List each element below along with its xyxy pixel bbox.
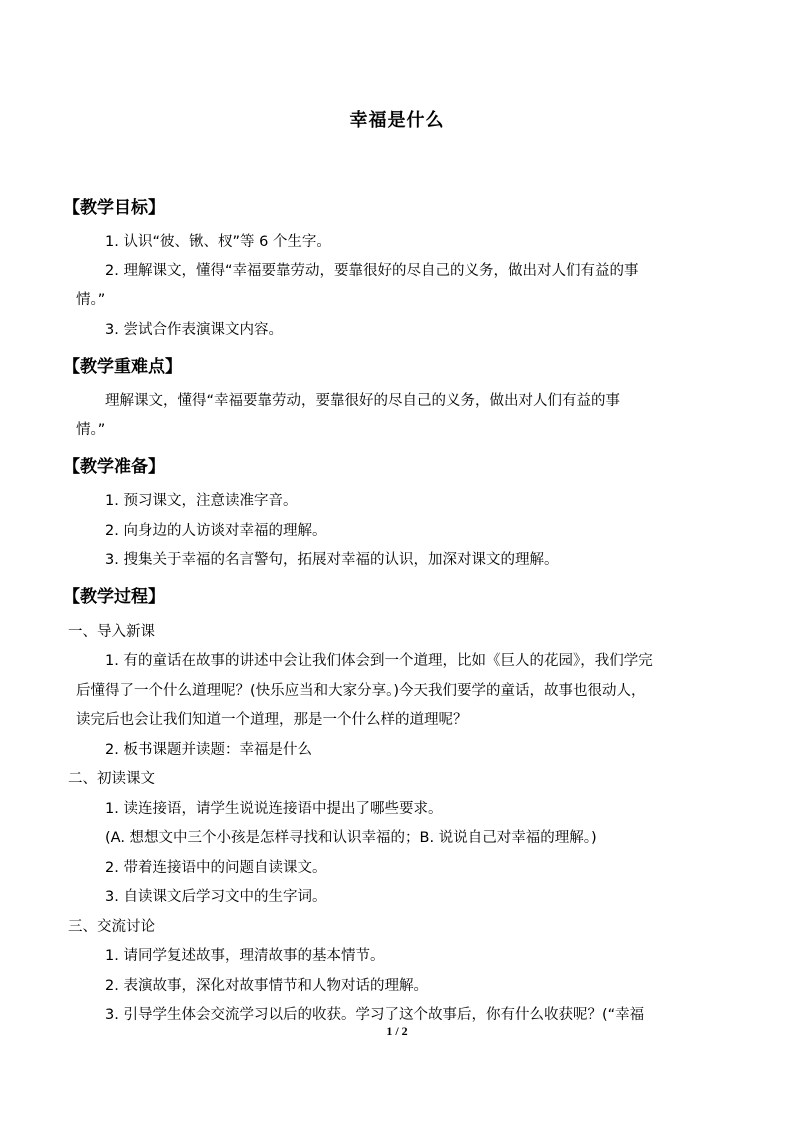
process-line: 读完后也会让我们知道一个道理，那是一个什么样的道理呢？ bbox=[76, 712, 468, 728]
process-line: 3. 引导学生体会交流学习以后的收获。学习了这个故事后，你有什么收获呢？(“幸福 bbox=[105, 1007, 645, 1023]
key-points-line: 情。” bbox=[76, 422, 106, 438]
preparation-line: 3. 搜集关于幸福的名言警句，拓展对幸福的认识，加深对课文的理解。 bbox=[105, 552, 559, 568]
process-line: 3. 自读课文后学习文中的生字词。 bbox=[105, 889, 327, 905]
process-line: 后懂得了一个什么道理呢？(快乐应当和大家分享。)今天我们要学的童话，故事也很动人， bbox=[76, 683, 646, 699]
process-subheading: 一、导入新课 bbox=[68, 624, 155, 640]
key-points-line: 理解课文，懂得“幸福要靠劳动，要靠很好的尽自己的义务，做出对人们有益的事 bbox=[105, 393, 621, 409]
document-title: 幸福是什么 bbox=[349, 110, 445, 131]
goals-line: 情。” bbox=[76, 292, 106, 308]
page-number: 1 / 2 bbox=[386, 1024, 408, 1038]
section-heading-preparation: 【教学准备】 bbox=[63, 457, 165, 477]
goals-line: 1. 认识“彼、锹、杈”等 6 个生字。 bbox=[105, 234, 331, 250]
process-line: 1. 读连接语，请学生说说连接语中提出了哪些要求。 bbox=[105, 801, 443, 817]
process-line: 1. 有的童话在故事的讲述中会让我们体会到一个道理，比如《巨人的花园》，我们学完 bbox=[105, 653, 653, 669]
preparation-line: 1. 预习课文，注意读准字音。 bbox=[105, 493, 298, 509]
process-subheading: 三、交流讨论 bbox=[68, 919, 155, 935]
process-line: 2. 带着连接语中的问题自读课文。 bbox=[105, 860, 327, 876]
process-line: 1. 请同学复述故事，理清故事的基本情节。 bbox=[105, 948, 385, 964]
process-line: 2. 板书课题并读题：幸福是什么 bbox=[105, 742, 312, 758]
process-subheading: 二、初读课文 bbox=[68, 771, 155, 787]
goals-line: 3. 尝试合作表演课文内容。 bbox=[105, 322, 283, 338]
process-line: 2. 表演故事，深化对故事情节和人物对话的理解。 bbox=[105, 978, 428, 994]
section-heading-goals: 【教学目标】 bbox=[63, 198, 165, 218]
preparation-line: 2. 向身边的人访谈对幸福的理解。 bbox=[105, 523, 327, 539]
section-heading-process: 【教学过程】 bbox=[63, 587, 165, 607]
process-line: (A. 想想文中三个小孩是怎样寻找和认识幸福的；B. 说说自己对幸福的理解。) bbox=[105, 830, 597, 846]
section-heading-key-points: 【教学重难点】 bbox=[63, 357, 182, 377]
goals-line: 2. 理解课文，懂得“幸福要靠劳动，要靠很好的尽自己的义务，做出对人们有益的事 bbox=[105, 263, 639, 279]
